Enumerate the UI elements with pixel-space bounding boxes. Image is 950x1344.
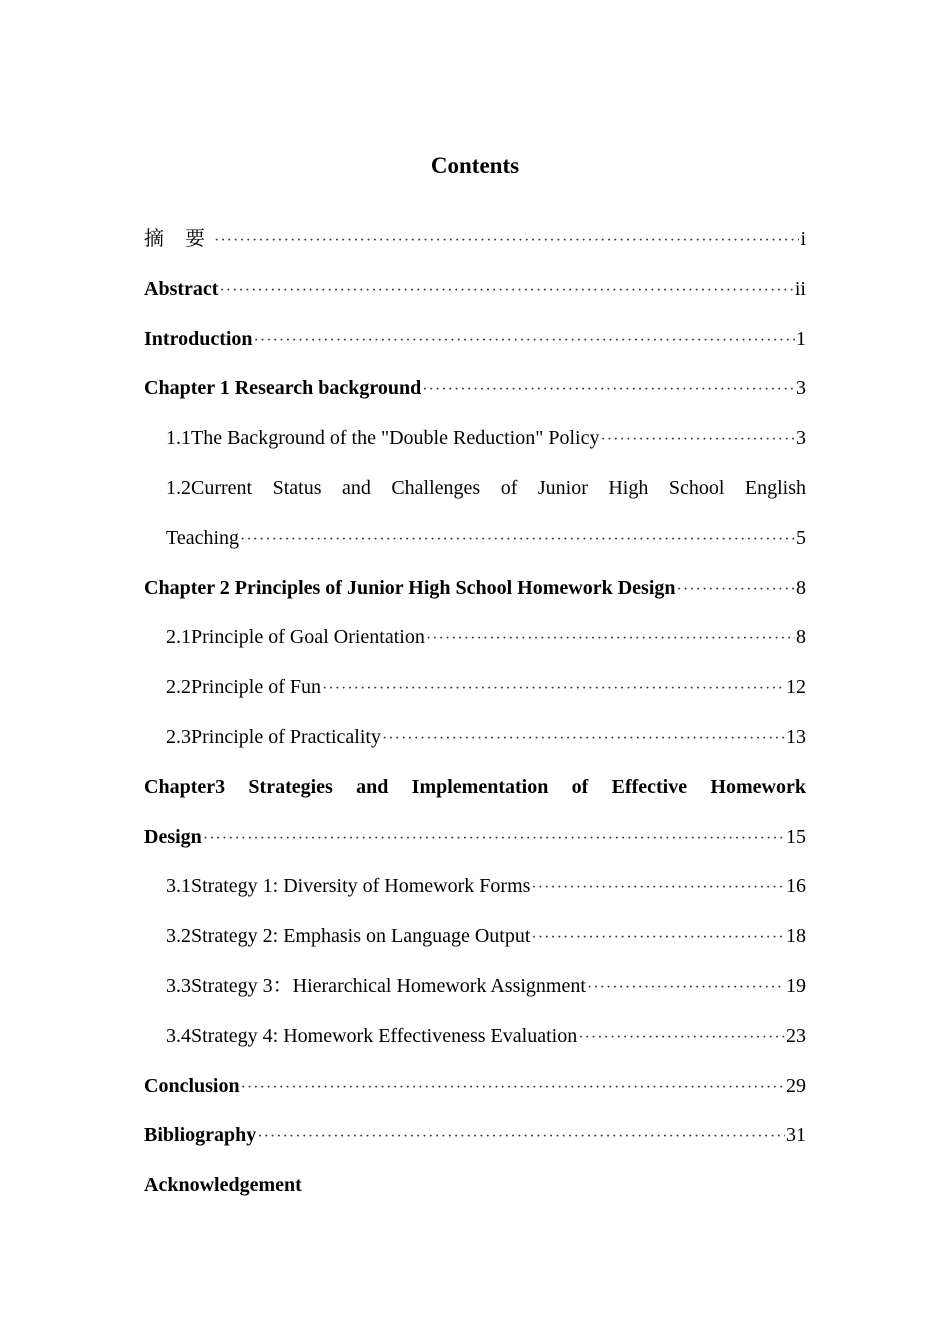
toc-entry-conclusion[interactable] bbox=[144, 1062, 806, 1112]
toc-page-number: 16 bbox=[786, 875, 806, 898]
toc-page-number: 23 bbox=[786, 1024, 806, 1047]
toc-leader-dots bbox=[600, 415, 795, 465]
toc-entry-section-1-2-line2[interactable] bbox=[144, 514, 806, 564]
toc-entry-label: Abstract bbox=[144, 277, 219, 300]
toc-entry-word: of bbox=[571, 775, 589, 798]
toc-page-number: 31 bbox=[786, 1124, 806, 1147]
toc-page-number: 5 bbox=[796, 526, 806, 549]
toc-entry-section-2-1[interactable] bbox=[144, 613, 806, 663]
toc-entry-label: 摘 要 bbox=[144, 228, 213, 250]
toc-entry-label: Acknowledgement bbox=[144, 1174, 302, 1197]
toc-entry-label: 2.2Principle of Fun bbox=[166, 676, 321, 699]
toc-page-number: ii bbox=[794, 277, 806, 300]
toc-page-number: i bbox=[800, 228, 806, 250]
toc-entry-word: English bbox=[744, 476, 806, 499]
toc-leader-dots bbox=[257, 1112, 785, 1162]
toc-entry-label: Introduction bbox=[144, 327, 253, 350]
toc-page-number: 8 bbox=[796, 576, 806, 599]
toc-entry-word: Homework bbox=[710, 775, 806, 798]
toc-entry-label: 2.1Principle of Goal Orientation bbox=[166, 626, 425, 649]
toc-entry-abstract-chinese[interactable] bbox=[144, 215, 806, 265]
toc-entry-abstract[interactable] bbox=[144, 265, 806, 315]
toc-leader-dots bbox=[587, 963, 785, 1013]
toc-entry-word: of bbox=[500, 476, 518, 499]
toc-page-number: 3 bbox=[796, 377, 806, 400]
toc-entry-word: Strategies bbox=[248, 775, 333, 798]
toc-entry-word: Effective bbox=[611, 775, 688, 798]
toc-entry-bibliography[interactable] bbox=[144, 1111, 806, 1161]
toc-leader-dots bbox=[219, 266, 793, 316]
toc-entry-word: Junior bbox=[537, 476, 588, 499]
toc-entry-section-2-2[interactable] bbox=[144, 663, 806, 713]
toc-entry-label: 3.3Strategy 3：Hierarchical Homework Assignment bbox=[166, 974, 586, 997]
toc-entry-section-1-1[interactable] bbox=[144, 414, 806, 464]
toc-leader-dots bbox=[382, 714, 785, 764]
toc-entry-label: 3.2Strategy 2: Emphasis on Language Output bbox=[166, 925, 531, 948]
toc-entry-label: Chapter 1 Research background bbox=[144, 377, 422, 400]
toc-entry-label: 3.4Strategy 4: Homework Effectiveness Evaluation bbox=[166, 1024, 578, 1047]
toc-leader-dots bbox=[203, 814, 785, 864]
toc-leader-dots bbox=[214, 216, 799, 266]
toc-page-number: 3 bbox=[796, 427, 806, 450]
toc-entry-word: Implementation bbox=[411, 775, 549, 798]
toc-leader-dots bbox=[531, 863, 785, 913]
toc-page-number: 12 bbox=[786, 676, 806, 699]
toc-entry-section-2-3[interactable] bbox=[144, 713, 806, 763]
toc-entry-chapter-1[interactable] bbox=[144, 364, 806, 414]
toc-leader-dots bbox=[322, 664, 785, 714]
toc-entry-label: Bibliography bbox=[144, 1124, 257, 1147]
toc-entry-word: and bbox=[356, 775, 389, 798]
toc-entry-introduction[interactable] bbox=[144, 315, 806, 365]
toc-entry-chapter-3-line1[interactable] bbox=[144, 763, 806, 813]
toc-leader-dots bbox=[426, 614, 795, 664]
toc-leader-dots bbox=[240, 515, 795, 565]
toc-entry-word: High bbox=[608, 476, 649, 499]
toc-page-number: 29 bbox=[786, 1074, 806, 1097]
toc-leader-dots bbox=[677, 565, 795, 615]
toc-leader-dots bbox=[578, 1013, 785, 1063]
toc-leader-dots bbox=[531, 913, 785, 963]
toc-entry-section-3-2[interactable] bbox=[144, 912, 806, 962]
toc-entry-word: School bbox=[668, 476, 725, 499]
toc-entry-section-1-2-line1[interactable] bbox=[144, 464, 806, 514]
page-title: Contents bbox=[430, 153, 520, 178]
toc-entry-label: 1.1The Background of the "Double Reduction" Policy bbox=[166, 427, 600, 450]
toc-entry-section-3-4[interactable] bbox=[144, 1012, 806, 1062]
toc-entry-chapter-3-line2[interactable] bbox=[144, 813, 806, 863]
toc-entry-section-3-3[interactable] bbox=[144, 962, 806, 1012]
toc-leader-dots bbox=[241, 1063, 785, 1113]
toc-page-number: 13 bbox=[786, 725, 806, 748]
toc-entry-label: Chapter 2 Principles of Junior High School Homework Design bbox=[144, 576, 676, 599]
toc-entry-label: Design bbox=[144, 825, 202, 848]
toc-page-number: 18 bbox=[786, 925, 806, 948]
toc-page-number: 15 bbox=[786, 825, 806, 848]
toc-entry-word: Chapter3 bbox=[144, 775, 226, 798]
toc-entry-word: Challenges bbox=[391, 476, 481, 499]
toc-entry-label: 3.1Strategy 1: Diversity of Homework Forms bbox=[166, 875, 531, 898]
toc-page-number: 19 bbox=[786, 974, 806, 997]
toc-entry-word: Status bbox=[272, 476, 322, 499]
toc-entry-label: 2.3Principle of Practicality bbox=[166, 725, 381, 748]
toc-entry-acknowledgement[interactable] bbox=[144, 1161, 806, 1211]
toc-leader-dots bbox=[422, 365, 795, 415]
toc-page-number: 8 bbox=[796, 626, 806, 649]
table-of-contents bbox=[144, 215, 806, 1211]
toc-page-number: 1 bbox=[796, 327, 806, 350]
toc-entry-word: 1.2Current bbox=[166, 476, 253, 499]
toc-entry-word: and bbox=[341, 476, 371, 499]
toc-entry-label: Teaching bbox=[166, 526, 240, 549]
toc-entry-section-3-1[interactable] bbox=[144, 862, 806, 912]
toc-entry-chapter-2[interactable] bbox=[144, 564, 806, 614]
toc-entry-label: Conclusion bbox=[144, 1074, 240, 1097]
toc-leader-dots bbox=[254, 316, 795, 366]
